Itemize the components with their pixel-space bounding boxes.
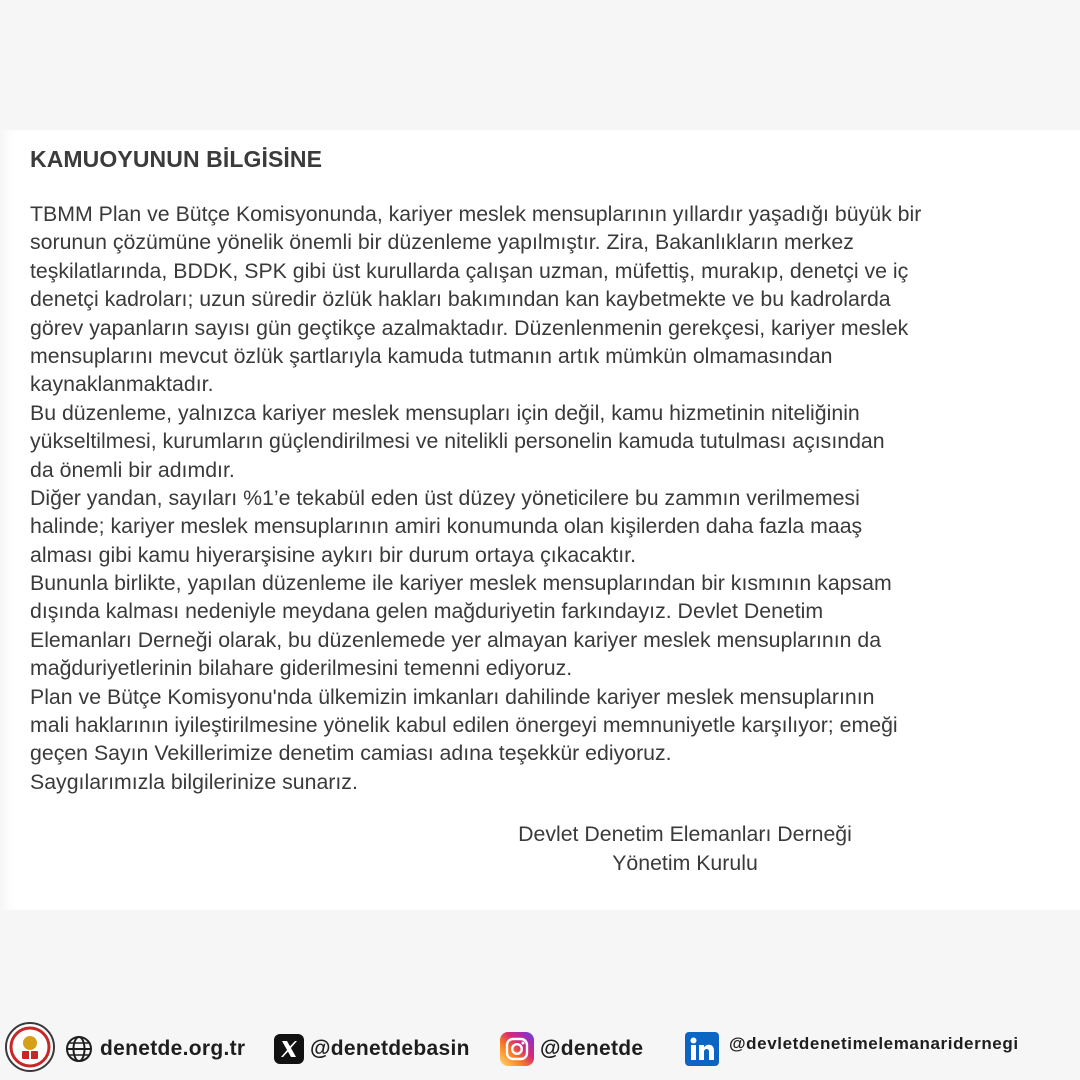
body-line: Elemanları Derneği olarak, bu düzenlemede yer almayan kariyer meslek mensuplarının da: [30, 627, 882, 652]
body-line: dışında kalması nedeniyle meydana gelen mağduriyetin farkındayız. Devlet Denetim: [30, 599, 824, 624]
document-body: [30, 200, 1055, 796]
linkedin-handle-text: @devletdenetimelemanaridernegi: [729, 1034, 1019, 1053]
body-line: Diğer yandan, sayıları %1’e tekabül eden üst düzey yöneticilere bu zammın verilmemesi: [30, 485, 860, 510]
body-line: Bu düzenleme, yalnızca kariyer meslek mensupları için değil, kamu hizmetinin niteliğinin: [30, 400, 860, 425]
body-line: TBMM Plan ve Bütçe Komisyonunda, kariyer meslek mensuplarının yıllardır yaşadığı büyük bir: [30, 202, 922, 226]
x-link[interactable]: [274, 1032, 470, 1066]
signature-org: Devlet Denetim Elemanları Derneği: [518, 822, 852, 846]
body-line: Saygılarımızla bilgilerinize sunarız.: [30, 769, 358, 794]
body-line: alması gibi kamu hiyerarşisine aykırı bir durum ortaya çıkacaktır.: [30, 542, 636, 567]
instagram-link[interactable]: [500, 1032, 643, 1066]
body-line: teşkilatlarında, BDDK, SPK gibi üst kurullarda çalışan uzman, müfettiş, murakıp, denetçi ve iç: [30, 258, 909, 283]
linkedin-link[interactable]: [685, 1032, 1019, 1066]
signature-block: [470, 820, 900, 878]
body-line: geçen Sayın Vekillerimize denetim camiası adına teşekkür ediyoruz.: [30, 741, 672, 766]
body-line: kaynaklanmaktadır.: [30, 372, 214, 397]
linkedin-logo-icon: [685, 1032, 719, 1066]
website-text: denetde.org.tr: [100, 1037, 246, 1060]
instagram-handle-text: @denetde: [540, 1037, 644, 1060]
body-line: görev yapanların sayısı gün geçtikçe azalmaktadır. Düzenlenmenin gerekçesi, kariyer meslek: [30, 315, 909, 340]
body-line: mensuplarını mevcut özlük şartlarıyla kamuda tutmanın artık mümkün olmamasından: [30, 343, 833, 368]
body-line: sorunun çözümüne yönelik önemli bir düzenleme yapılmıştır. Zira, Bakanlıkların merkez: [30, 230, 854, 255]
body-line: mali haklarının iyileştirilmesine yönelik kabul edilen önergeyi memnuniyetle karşılıyor; emeği: [30, 713, 898, 738]
announcement-document: [0, 130, 1080, 910]
website-link[interactable]: [64, 1032, 245, 1066]
body-line: da önemli bir adımdır.: [30, 457, 235, 482]
body-line: mağduriyetlerinin bilahare giderilmesini temenni ediyoruz.: [30, 656, 573, 681]
body-line: Plan ve Bütçe Komisyonu'nda ülkemizin imkanları dahilinde kariyer meslek mensuplarının: [30, 684, 875, 709]
x-logo-icon: [274, 1034, 304, 1064]
x-handle-text: @denetdebasin: [310, 1037, 470, 1060]
association-seal-icon: [5, 1022, 55, 1072]
globe-icon: [64, 1034, 94, 1064]
signature-board: Yönetim Kurulu: [612, 851, 758, 875]
body-line: yükseltilmesi, kurumların güçlendirilmesi ve nitelikli personelin kamuda tutulması açısından: [30, 429, 885, 454]
instagram-logo-icon: [500, 1032, 534, 1066]
social-footer: [0, 1018, 1080, 1080]
body-line: halinde; kariyer meslek mensuplarının amiri konumunda olan kişilerden daha fazla maaş: [30, 514, 863, 539]
document-title: KAMUOYUNUN BİLGİSİNE: [30, 146, 323, 172]
body-line: denetçi kadroları; uzun süredir özlük hakları bakımından kan kaybetmekte ve bu kadrolarda: [30, 287, 891, 312]
body-line: Bununla birlikte, yapılan düzenleme ile kariyer meslek mensuplarından bir kısmının kapsam: [30, 571, 892, 596]
